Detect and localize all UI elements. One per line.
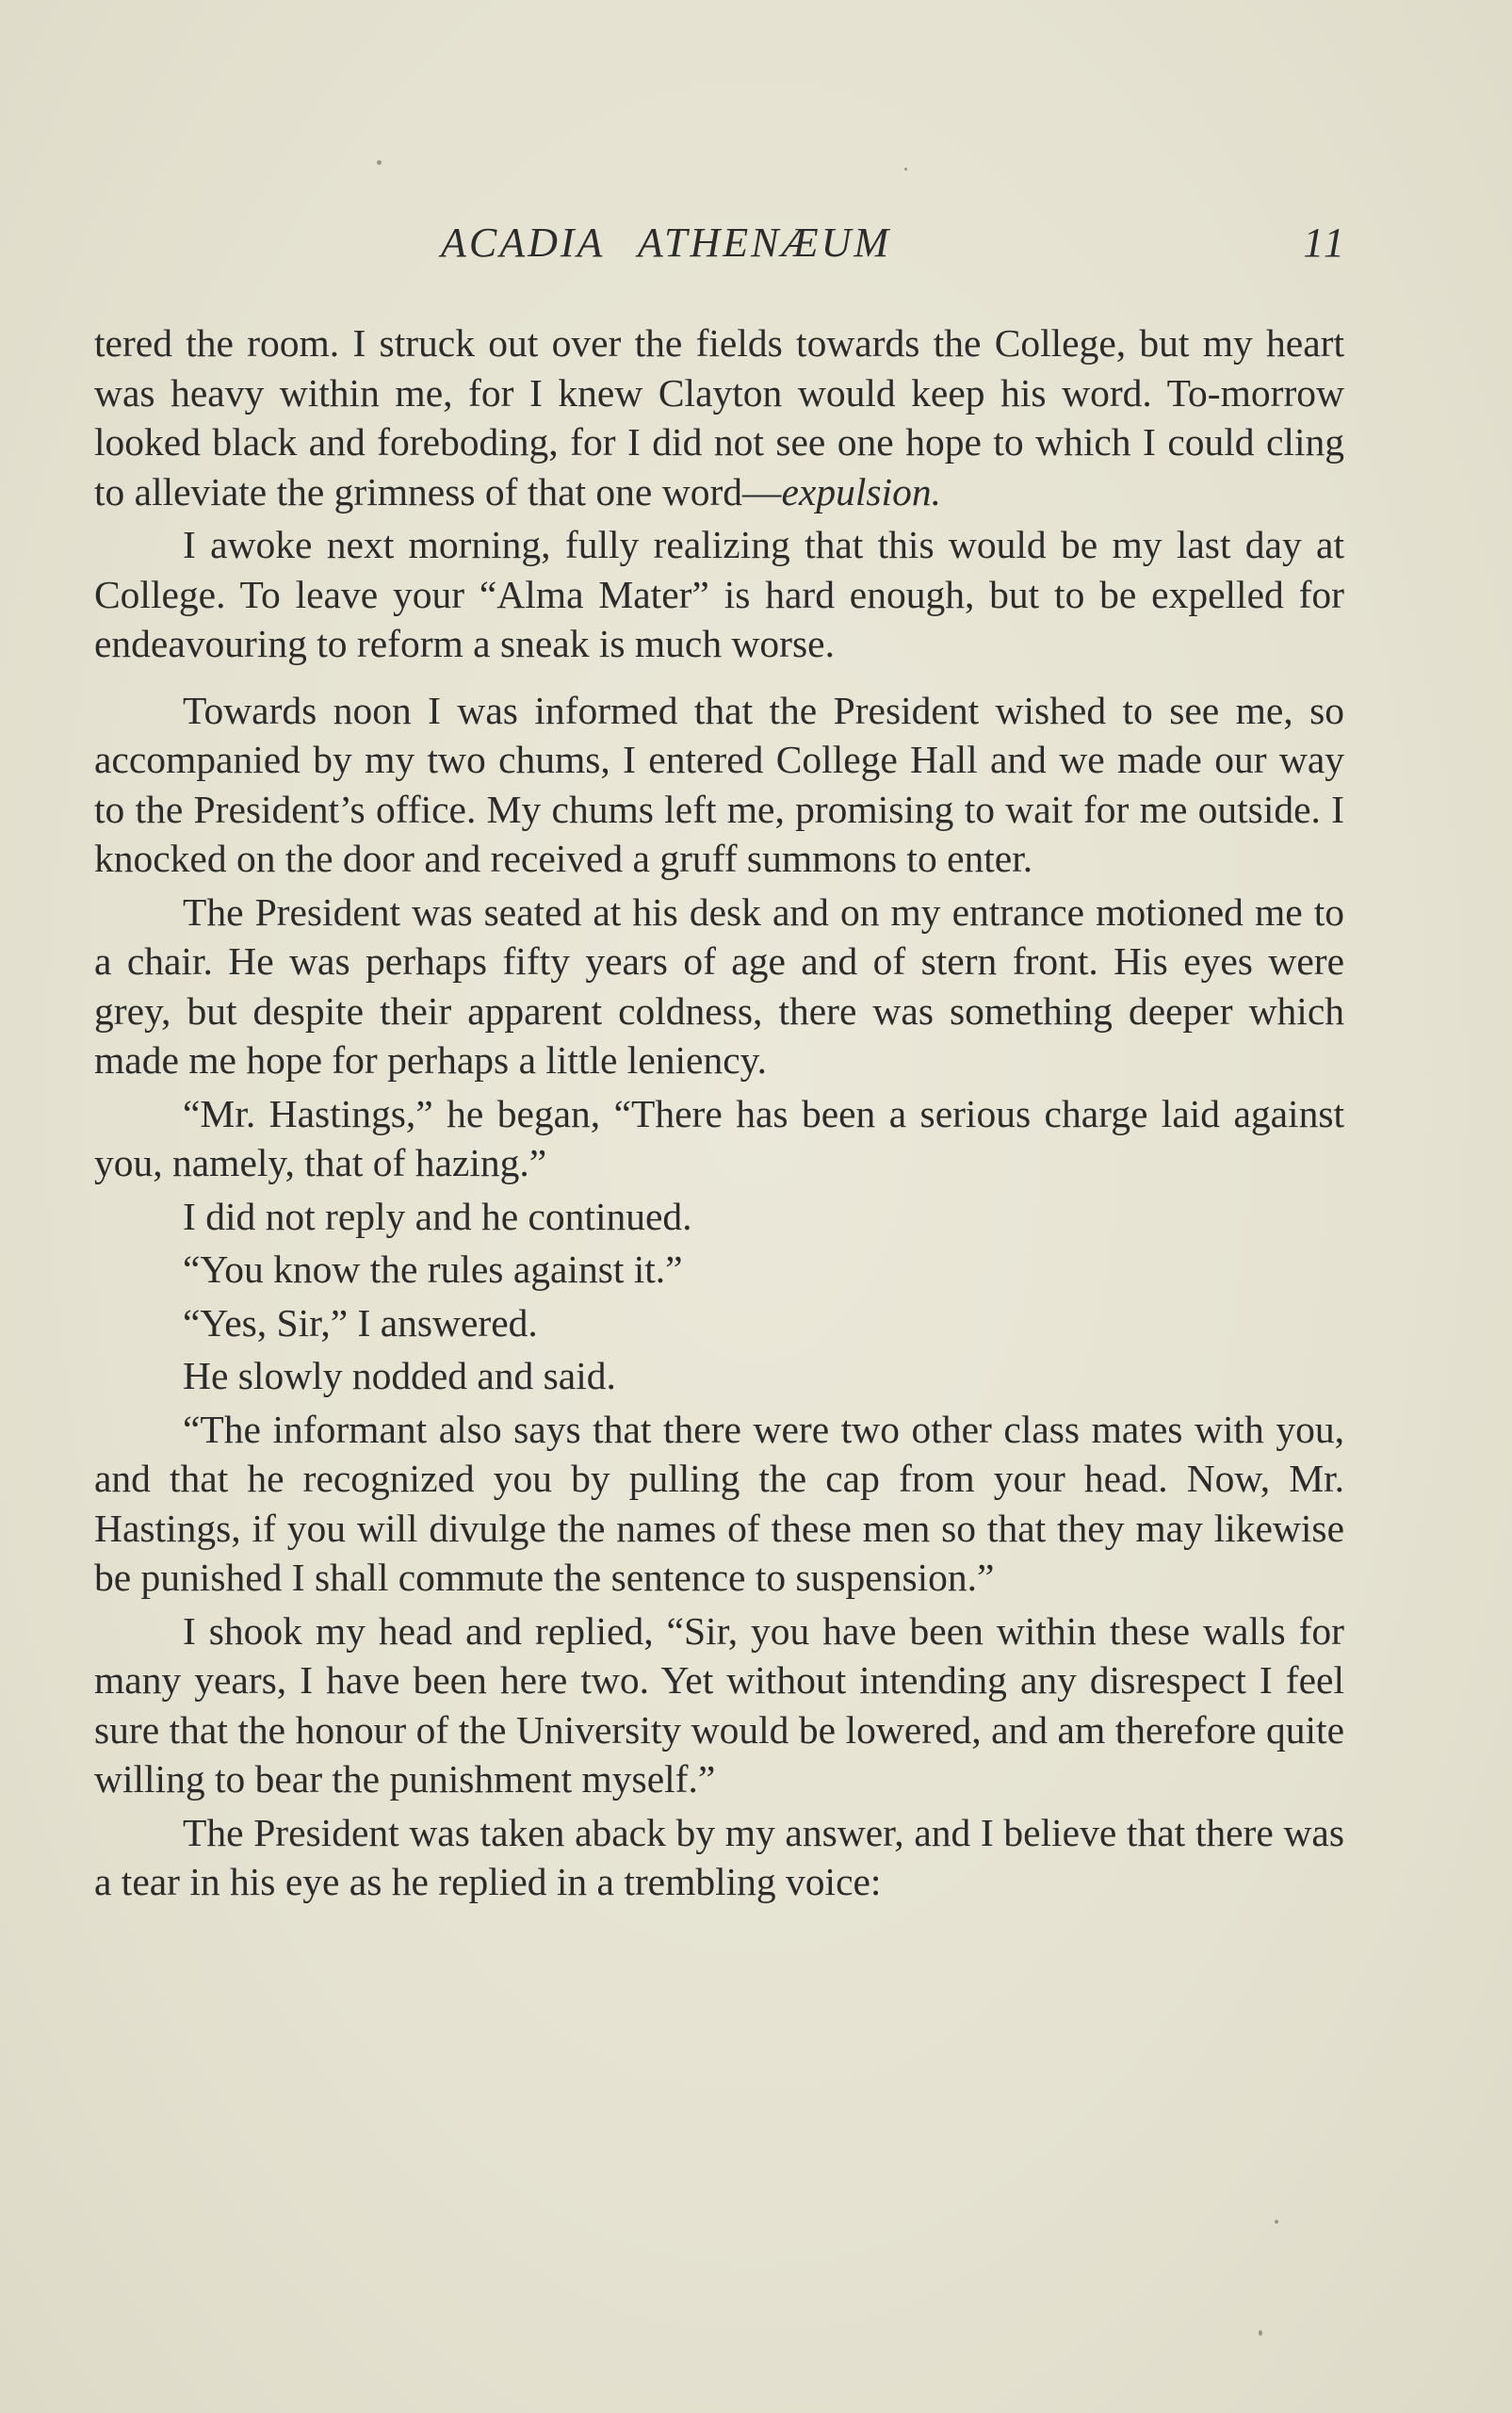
paragraph: I shook my head and replied, “Sir, you have been within these walls for many years, I have been here two. Yet without intending any disrespect I feel sure that the honour of the University would be lowered, and am therefore quite willing to bear the punishment myself.” xyxy=(94,1608,1344,1801)
paragraph: Towards noon I was informed that the President wished to see me, so accompanied by my two chums, I entered College Hall and we made our way to the President’s office. My chums left me, promising to wait for me outside. I knocked on the door and received a gruff summons to enter. xyxy=(94,688,1344,880)
paragraph: “The informant also says that there were two other class mates with you, and that he recognized you by pulling the cap from your head. Now, Mr. Hastings, if you will divulge the names of these men so that they may likewise be punished I shall commute the sentence to suspension.” xyxy=(94,1407,1344,1599)
paper-speck xyxy=(377,160,382,165)
paragraph: He slowly nodded and said. xyxy=(183,1354,616,1397)
paper-speck xyxy=(1259,2330,1262,2336)
paragraph: “Mr. Hastings,” he began, “There has been a serious charge laid against you, namely, that of hazing.” xyxy=(94,1091,1344,1184)
paper-speck xyxy=(1275,2220,1278,2224)
paragraph: The President was taken aback by my answer, and I believe that there was a tear in his eye as he replied in a trembling voice: xyxy=(94,1810,1344,1903)
running-title: ACADIA ATHENÆUM xyxy=(441,220,892,266)
paragraph-continuation xyxy=(94,318,1344,516)
paragraph: I did not reply and he continued. xyxy=(183,1194,692,1238)
paragraph: “Yes, Sir,” I answered. xyxy=(183,1300,538,1345)
paragraph-text: tered the room. I struck out over the fields towards the College, but my heart was heavy within me, for I knew Clayton would keep his word. To-morrow looked black and foreboding, for I did not see one hope to which I could cling to alleviate the grimness of that one word— xyxy=(94,321,1344,514)
paragraph: “You know the rules against it.” xyxy=(183,1247,683,1291)
paper-speck xyxy=(904,168,907,171)
body-text xyxy=(94,318,1344,1907)
emphasized-word: expulsion. xyxy=(781,469,941,514)
paragraph: I awoke next morning, fully realizing that this would be my last day at College. To leave your “Alma Mater” is hard enough, but to be expelled for endeavouring to reform a sneak is much worse. xyxy=(94,523,1344,665)
page-header xyxy=(94,219,1347,285)
page-number: 11 xyxy=(1303,220,1347,266)
paragraph: The President was seated at his desk and on my entrance motioned me to a chair. He was perhaps fifty years of age and of stern front. His eyes were grey, but despite their apparent coldness, there was something deeper which made me hope for perhaps a little leniency. xyxy=(94,889,1344,1082)
